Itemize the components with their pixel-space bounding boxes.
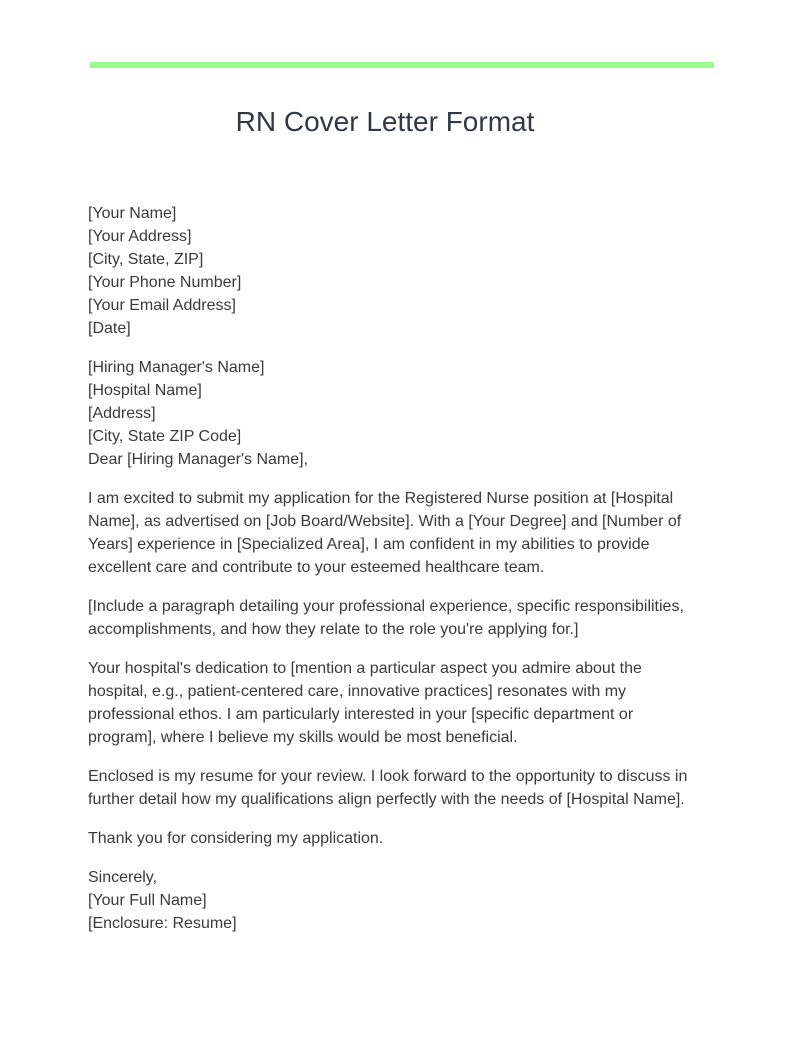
- paragraph-hospital: Your hospital's dedication to [mention a particular aspect you admire about the hospital, e.g., patient-centered care, innovative practices] resonates with my professional ethos. I am particularly interested in your [specific department or program], where I believe my skills would be most beneficial.: [88, 660, 642, 746]
- letter-body: [88, 202, 690, 951]
- sender-address: [Your Address]: [88, 228, 192, 245]
- sender-date: [Date]: [88, 320, 131, 337]
- closing-enclosure: [Enclosure: Resume]: [88, 915, 237, 932]
- salutation: Dear [Hiring Manager's Name],: [88, 451, 309, 468]
- sender-name: [Your Name]: [88, 205, 177, 222]
- sender-block: [88, 202, 690, 340]
- sender-email: [Your Email Address]: [88, 297, 236, 314]
- closing-name: [Your Full Name]: [88, 892, 207, 909]
- recipient-address: [Address]: [88, 405, 156, 422]
- closing-sincerely: Sincerely,: [88, 869, 158, 886]
- recipient-block: [88, 356, 690, 471]
- paragraph-intro: I am excited to submit my application for the Registered Nurse position at [Hospital Name], as advertised on [Job Board/Website]. With a [Your Degree] and [Number of Years] experience in [Specialized Area], I am confident in my abilities to provide excellent care and contribute to your esteemed healthcare team.: [88, 490, 682, 576]
- recipient-name: [Hiring Manager's Name]: [88, 359, 265, 376]
- paragraph-experience: [Include a paragraph detailing your professional experience, specific responsibilities, accomplishments, and how they relate to the role you're applying for.]: [88, 598, 684, 638]
- recipient-city: [City, State ZIP Code]: [88, 428, 242, 445]
- closing-block: [88, 866, 690, 935]
- paragraph-thanks: Thank you for considering my application.: [88, 830, 384, 847]
- paragraph-enclosure: Enclosed is my resume for your review. I look forward to the opportunity to discuss in further detail how my qualifications align perfectly with the needs of [Hospital Name].: [88, 768, 688, 808]
- sender-phone: [Your Phone Number]: [88, 274, 242, 291]
- page-title: RN Cover Letter Format: [235, 106, 535, 137]
- accent-bar: [90, 62, 714, 68]
- recipient-hospital: [Hospital Name]: [88, 382, 202, 399]
- sender-city: [City, State, ZIP]: [88, 251, 204, 268]
